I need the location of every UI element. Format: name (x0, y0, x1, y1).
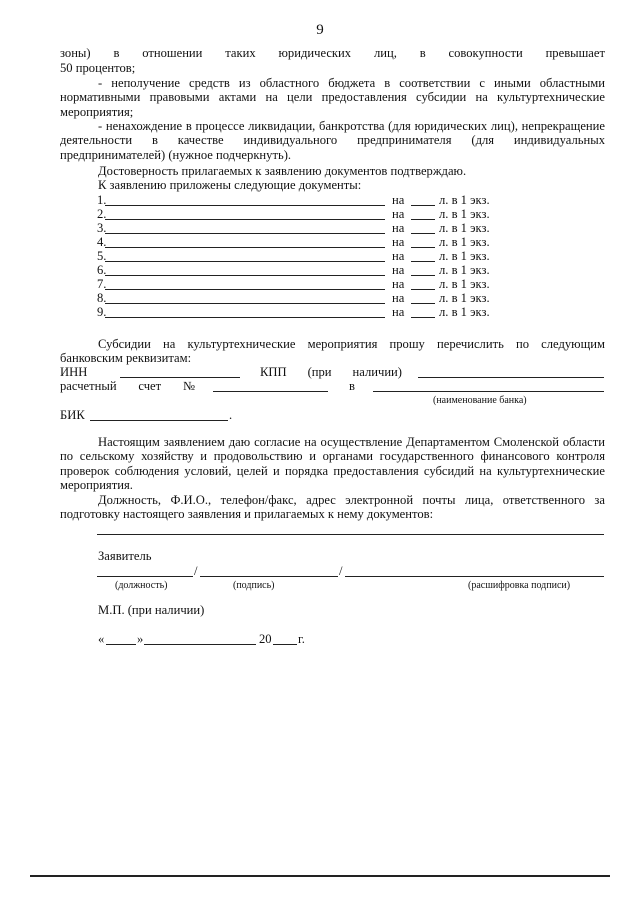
document-number: 7. (97, 277, 107, 291)
na-label: на (392, 193, 405, 207)
document-number: 2. (97, 207, 107, 221)
na-label: на (392, 221, 405, 235)
sheet-count-line[interactable] (411, 261, 435, 262)
inn-label: ИНН (60, 365, 88, 379)
page-number: 9 (316, 22, 324, 38)
document-name-line[interactable] (105, 303, 385, 304)
document-name-line[interactable] (105, 317, 385, 318)
sheet-count-line[interactable] (411, 247, 435, 248)
document-number: 4. (97, 235, 107, 249)
na-label: на (392, 207, 405, 221)
year-prefix: 20 (259, 632, 272, 646)
intro-line-1 (60, 46, 605, 60)
na-label: на (392, 291, 405, 305)
account-word: расчетный (60, 379, 117, 393)
sheet-count-line[interactable] (411, 317, 435, 318)
intro-word: совокупности (448, 46, 523, 60)
copies-label: л. в 1 экз. (439, 305, 490, 319)
document-name-line[interactable] (105, 205, 385, 206)
stamp-label: М.П. (при наличии) (98, 603, 205, 617)
sheet-count-line[interactable] (411, 275, 435, 276)
document-number: 8. (97, 291, 107, 305)
intro-word: лиц, (373, 46, 397, 60)
responsible-person-field[interactable] (97, 534, 604, 535)
intro-word: отношении (142, 46, 203, 60)
sheet-count-line[interactable] (411, 233, 435, 234)
document-number: 9. (97, 305, 107, 319)
year-suffix: г. (298, 632, 305, 646)
bottom-divider (30, 875, 610, 877)
date-month-field[interactable] (144, 644, 256, 645)
date-day-field[interactable] (106, 644, 136, 645)
bank-name-field[interactable] (373, 391, 604, 392)
bik-field[interactable] (90, 420, 228, 421)
kpp-field[interactable] (418, 377, 604, 378)
document-number: 3. (97, 221, 107, 235)
intro-word: зоны) (60, 46, 91, 60)
na-label: на (392, 263, 405, 277)
item-liquidation: - ненахождение в процессе ликвидации, банкротства (для юридических лиц), непрекращение деятельности в качестве индивидуального предпринимателя (для индивидуальных предпринимателей) (нужное подчеркнуть). (60, 119, 605, 162)
attached-docs-intro: К заявлению приложены следующие документы: (98, 178, 362, 192)
intro-word: таких (225, 46, 256, 60)
na-label: на (392, 277, 405, 291)
document-name-line[interactable] (105, 233, 385, 234)
account-number-field[interactable] (213, 391, 328, 392)
authenticity-statement: Достоверность прилагаемых к заявлению документов подтверждаю. (98, 164, 467, 178)
bik-dot: . (229, 408, 233, 422)
kpp-word: наличии) (352, 365, 402, 379)
bank-in-label: в (349, 379, 355, 393)
copies-label: л. в 1 экз. (439, 235, 490, 249)
na-label: на (392, 249, 405, 263)
na-label: на (392, 305, 405, 319)
bank-name-caption: (наименование банка) (433, 395, 527, 406)
signature-caption: (подпись) (233, 580, 275, 591)
signature-field[interactable] (200, 576, 338, 577)
document-number: 6. (97, 263, 107, 277)
copies-label: л. в 1 экз. (439, 291, 490, 305)
kpp-word: КПП (260, 365, 287, 379)
signature-decoding-field[interactable] (345, 576, 604, 577)
intro-word: юридических (278, 46, 352, 60)
document-row (97, 249, 517, 263)
signature-slash: / (339, 564, 343, 578)
signature-slash: / (194, 564, 198, 578)
document-name-line[interactable] (105, 247, 385, 248)
decoding-caption: (расшифровка подписи) (468, 580, 571, 591)
document-row (97, 277, 517, 291)
document-number: 5. (97, 249, 107, 263)
copies-label: л. в 1 экз. (439, 193, 490, 207)
bank-request-text: Субсидии на культуртехнические мероприятия прошу перечислить по следующим банковским реквизитам: (60, 337, 605, 366)
intro-word: превышает (545, 46, 605, 60)
document-name-line[interactable] (105, 289, 385, 290)
date-close-quote: » (137, 632, 144, 646)
copies-label: л. в 1 экз. (439, 207, 490, 221)
kpp-label (260, 365, 402, 379)
document-name-line[interactable] (105, 261, 385, 262)
date-year-field[interactable] (273, 644, 297, 645)
copies-label: л. в 1 экз. (439, 221, 490, 235)
document-row (97, 305, 517, 319)
date-open-quote: « (98, 632, 105, 646)
copies-label: л. в 1 экз. (439, 277, 490, 291)
copies-label: л. в 1 экз. (439, 263, 490, 277)
consent-text: Настоящим заявлением даю согласие на осуществление Департаментом Смоленской области по сельскому хозяйству и продовольствию и органами государственного финансового контроля проверок соблюдения условий, целей и порядка предоставления субсидий на культуртехнические мероприятия. (60, 435, 605, 493)
document-row (97, 235, 517, 249)
account-word: № (182, 379, 195, 393)
account-label (60, 379, 195, 393)
copies-label: л. в 1 экз. (439, 249, 490, 263)
na-label: на (392, 235, 405, 249)
sheet-count-line[interactable] (411, 303, 435, 304)
sheet-count-line[interactable] (411, 219, 435, 220)
document-name-line[interactable] (105, 219, 385, 220)
intro-word: в (419, 46, 426, 60)
inn-field[interactable] (120, 377, 240, 378)
applicant-label: Заявитель (98, 549, 152, 563)
document-number: 1. (97, 193, 107, 207)
sheet-count-line[interactable] (411, 205, 435, 206)
document-row (97, 207, 517, 221)
position-field[interactable] (97, 576, 193, 577)
bik-label: БИК (60, 408, 85, 422)
position-caption: (должность) (115, 580, 168, 591)
item-nonreceipt: - неполучение средств из областного бюджета в соответствии с иными областными нормативными правовыми актами на цели предоставления субсидии на культуртехнические мероприятия; (60, 76, 605, 119)
account-word: счет (138, 379, 162, 393)
intro-line-2: 50 процентов; (60, 61, 136, 75)
kpp-word: (при (307, 365, 332, 379)
document-row (97, 291, 517, 305)
sheet-count-line[interactable] (411, 289, 435, 290)
document-name-line[interactable] (105, 275, 385, 276)
responsible-person-text: Должность, Ф.И.О., телефон/факс, адрес электронной почты лица, ответственного за подготовку настоящего заявления и прилагаемых к нему документов: (60, 493, 605, 522)
document-row (97, 221, 517, 235)
document-row (97, 263, 517, 277)
document-row (97, 193, 517, 207)
intro-word: в (113, 46, 120, 60)
